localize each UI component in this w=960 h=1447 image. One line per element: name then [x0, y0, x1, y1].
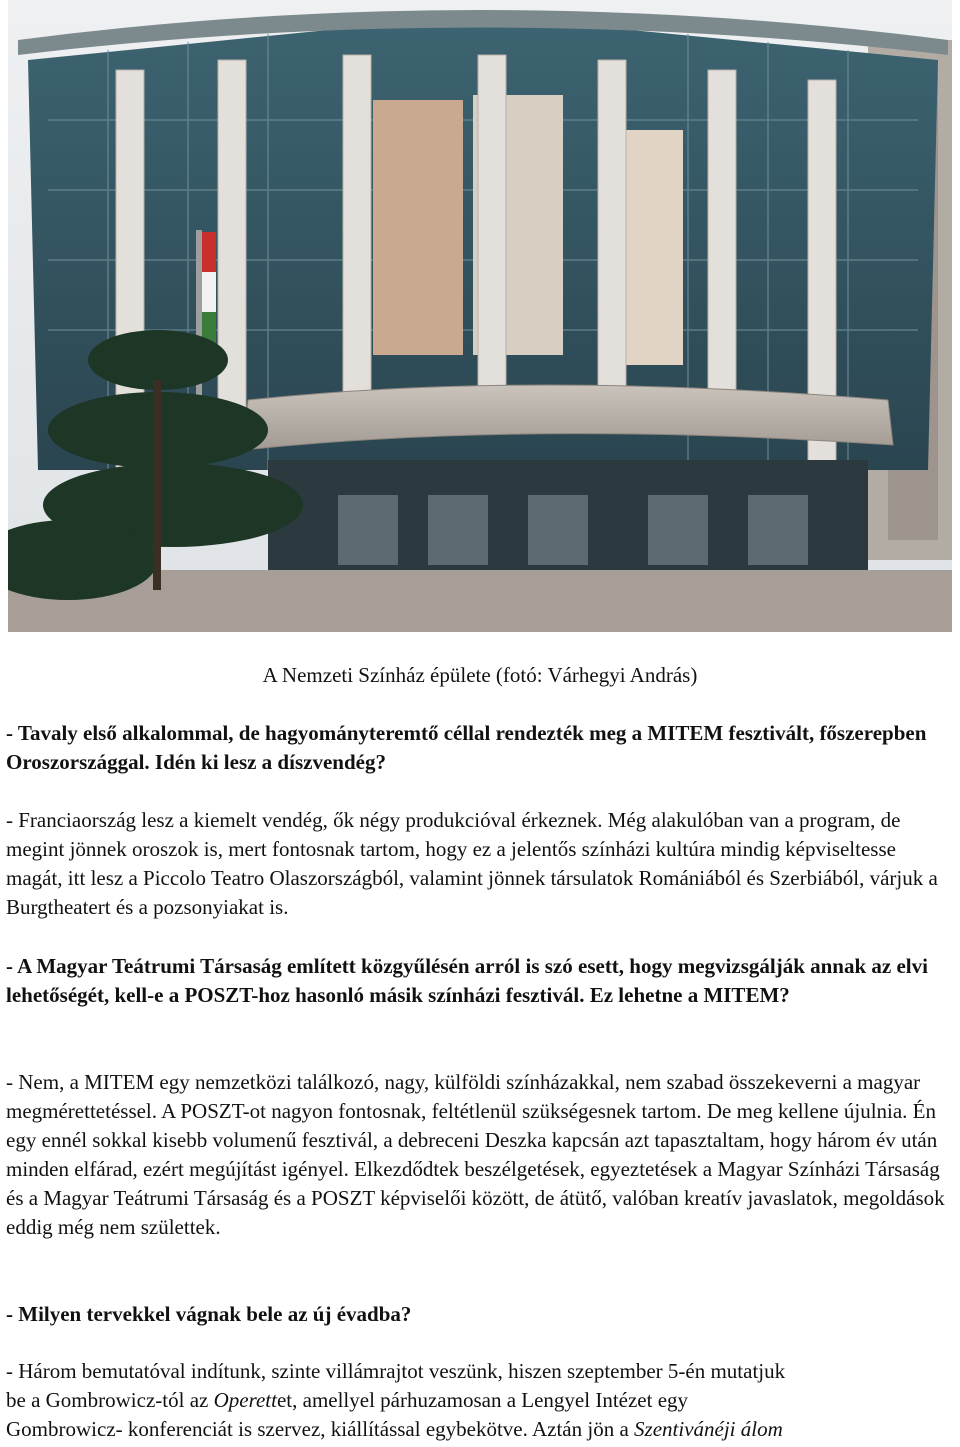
- operett-title: Operett: [213, 1388, 277, 1412]
- answer-3-line-2-pre: be a Gombrowicz-tól az: [6, 1388, 214, 1412]
- answer-3-line-3-pre: Gombrowicz- konferenciát is szervez, kiállítással egybekötve. Aztán jön a: [6, 1417, 635, 1441]
- answer-1: - Franciaország lesz a kiemelt vendég, ők négy produkcióval érkeznek. Még alakulóban van a program, de megint jönnek oroszok is, mert fontosnak tartom, hogy ez a jelentős színházi kultúra mindig képviseltesse magát, itt lesz a Piccolo Teatro Olaszországból, valamint jönnek társulatok Romániából és Szerbiából, várjuk a Burgtheatert és a pozsonyiakat is.: [6, 808, 938, 919]
- answer-2: - Nem, a MITEM egy nemzetközi találkozó, nagy, külföldi színházakkal, nem szabad összekeverni a magyar megmérettetéssel. A POSZT-ot nagyon fontosnak, feltétlenül szükségesnek tartom. De meg kellene újulnia. Én egy ennél sokkal kisebb volumenű fesztivál, a debreceni Deszka kapcsán azt tapasztaltam, hogy három év után minden elfárad, ezért megújítást igényel. Elkezdődtek beszélgetések, egyeztetések a Magyar Színházi Társaság és a Magyar Teátrumi Társaság és a POSZT képviselői között, de átütő, valóban kreatív javaslatok, megoldások eddig még nem születtek.: [6, 1070, 945, 1239]
- question-2: - A Magyar Teátrumi Társaság említett közgyűlésén arról is szó esett, hogy megvizsgálják annak az elvi lehetőségét, kell-e a POSZT-hoz hasonló másik színházi fesztivál. Ez lehetne a MITEM?: [6, 954, 928, 1007]
- question-3: - Milyen tervekkel vágnak bele az új évadba?: [6, 1302, 412, 1326]
- answer-3-line-2-post: et, amellyel párhuzamosan a Lengyel Intézet egy: [276, 1388, 689, 1412]
- theatre-building-photo: [8, 0, 952, 632]
- answer-3-line-1: - Három bemutatóval indítunk, szinte villámrajtot veszünk, hiszen szeptember 5-én mutatjuk: [6, 1359, 786, 1383]
- photo-caption: A Nemzeti Színház épülete (fotó: Várhegyi András): [262, 663, 698, 687]
- szentivaneji-alom-title: Szentivánéji álom: [634, 1417, 783, 1441]
- answer-3-line-2: [6, 1386, 956, 1415]
- answer-3-line-3: [6, 1415, 956, 1444]
- question-1: - Tavaly első alkalommal, de hagyományteremtő céllal rendezték meg a MITEM fesztivált, főszerepben Oroszországgal. Idén ki lesz a díszvendég?: [6, 721, 927, 774]
